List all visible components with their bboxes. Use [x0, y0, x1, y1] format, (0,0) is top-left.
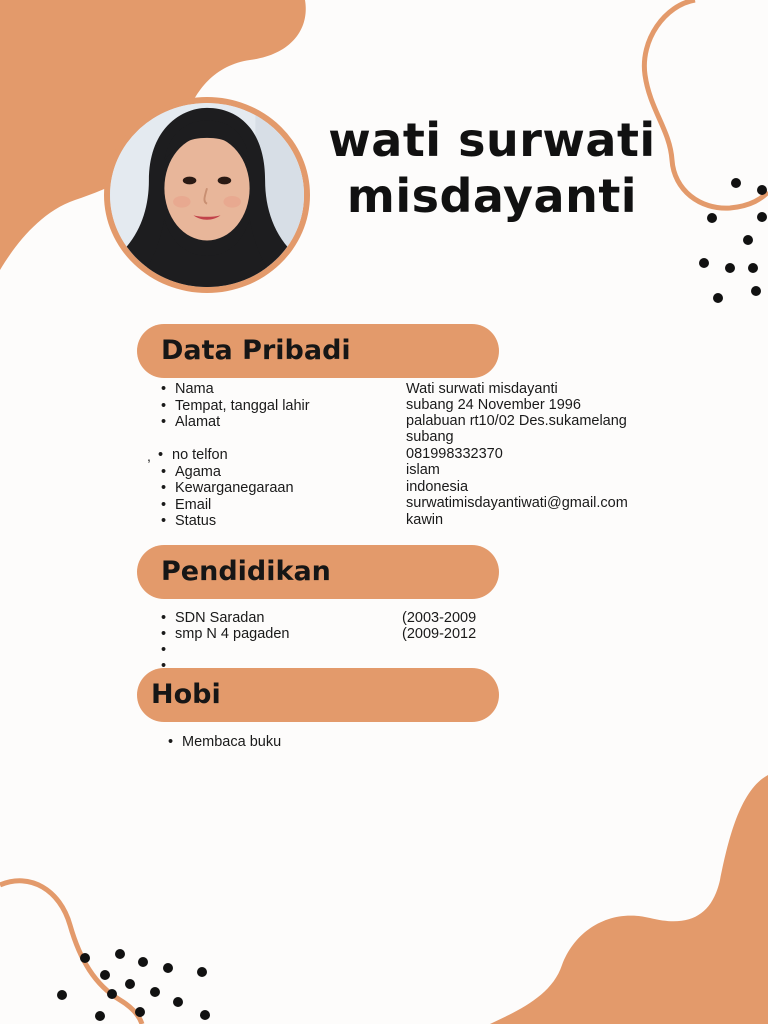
personal-value-7: surwatimisdayantiwati@gmail.com [406, 495, 628, 511]
personal-value-2: subang 24 November 1996 [406, 397, 581, 413]
personal-label-4: • no telfon [172, 447, 228, 464]
education-value-2: (2009-2012 [402, 626, 477, 642]
education-label-2: • smp N 4 pagaden [175, 626, 289, 643]
personal-label-1: • Nama [175, 381, 214, 398]
section-header-hobby: Hobi [137, 668, 499, 722]
personal-label-6: • Kewarganegaraan [175, 480, 294, 497]
personal-value-1: Wati surwati misdayanti [406, 381, 558, 397]
personal-value-8: kawin [406, 512, 444, 528]
personal-label-7: • Email [175, 497, 211, 514]
education-value-1: (2003-2009 [402, 610, 477, 626]
profile-photo [104, 97, 310, 293]
personal-value-3b: subang [406, 429, 454, 445]
hobby-item-1: • Membaca buku [182, 734, 281, 751]
portrait-illustration [110, 103, 304, 287]
stray-comma: , [147, 448, 151, 464]
top-right-dots [699, 178, 767, 303]
section-header-personal: Data Pribadi [137, 324, 499, 378]
personal-label-5: • Agama [175, 464, 221, 481]
bottom-right-blob [490, 775, 768, 1024]
personal-value-3: palabuan rt10/02 Des.sukamelang [406, 413, 627, 429]
section-header-education: Pendidikan [137, 545, 499, 599]
personal-label-3: • Alamat [175, 414, 220, 431]
profile-name: wati surwati misdayanti [328, 113, 656, 223]
personal-value-5: islam [406, 462, 440, 478]
personal-label-2: • Tempat, tanggal lahir [175, 398, 310, 415]
personal-value-4: 081998332370 [406, 446, 503, 462]
personal-value-6: indonesia [406, 479, 469, 495]
education-label-1: • SDN Saradan [175, 610, 264, 627]
top-right-outline [644, 0, 768, 208]
personal-label-8: • Status [175, 513, 216, 530]
